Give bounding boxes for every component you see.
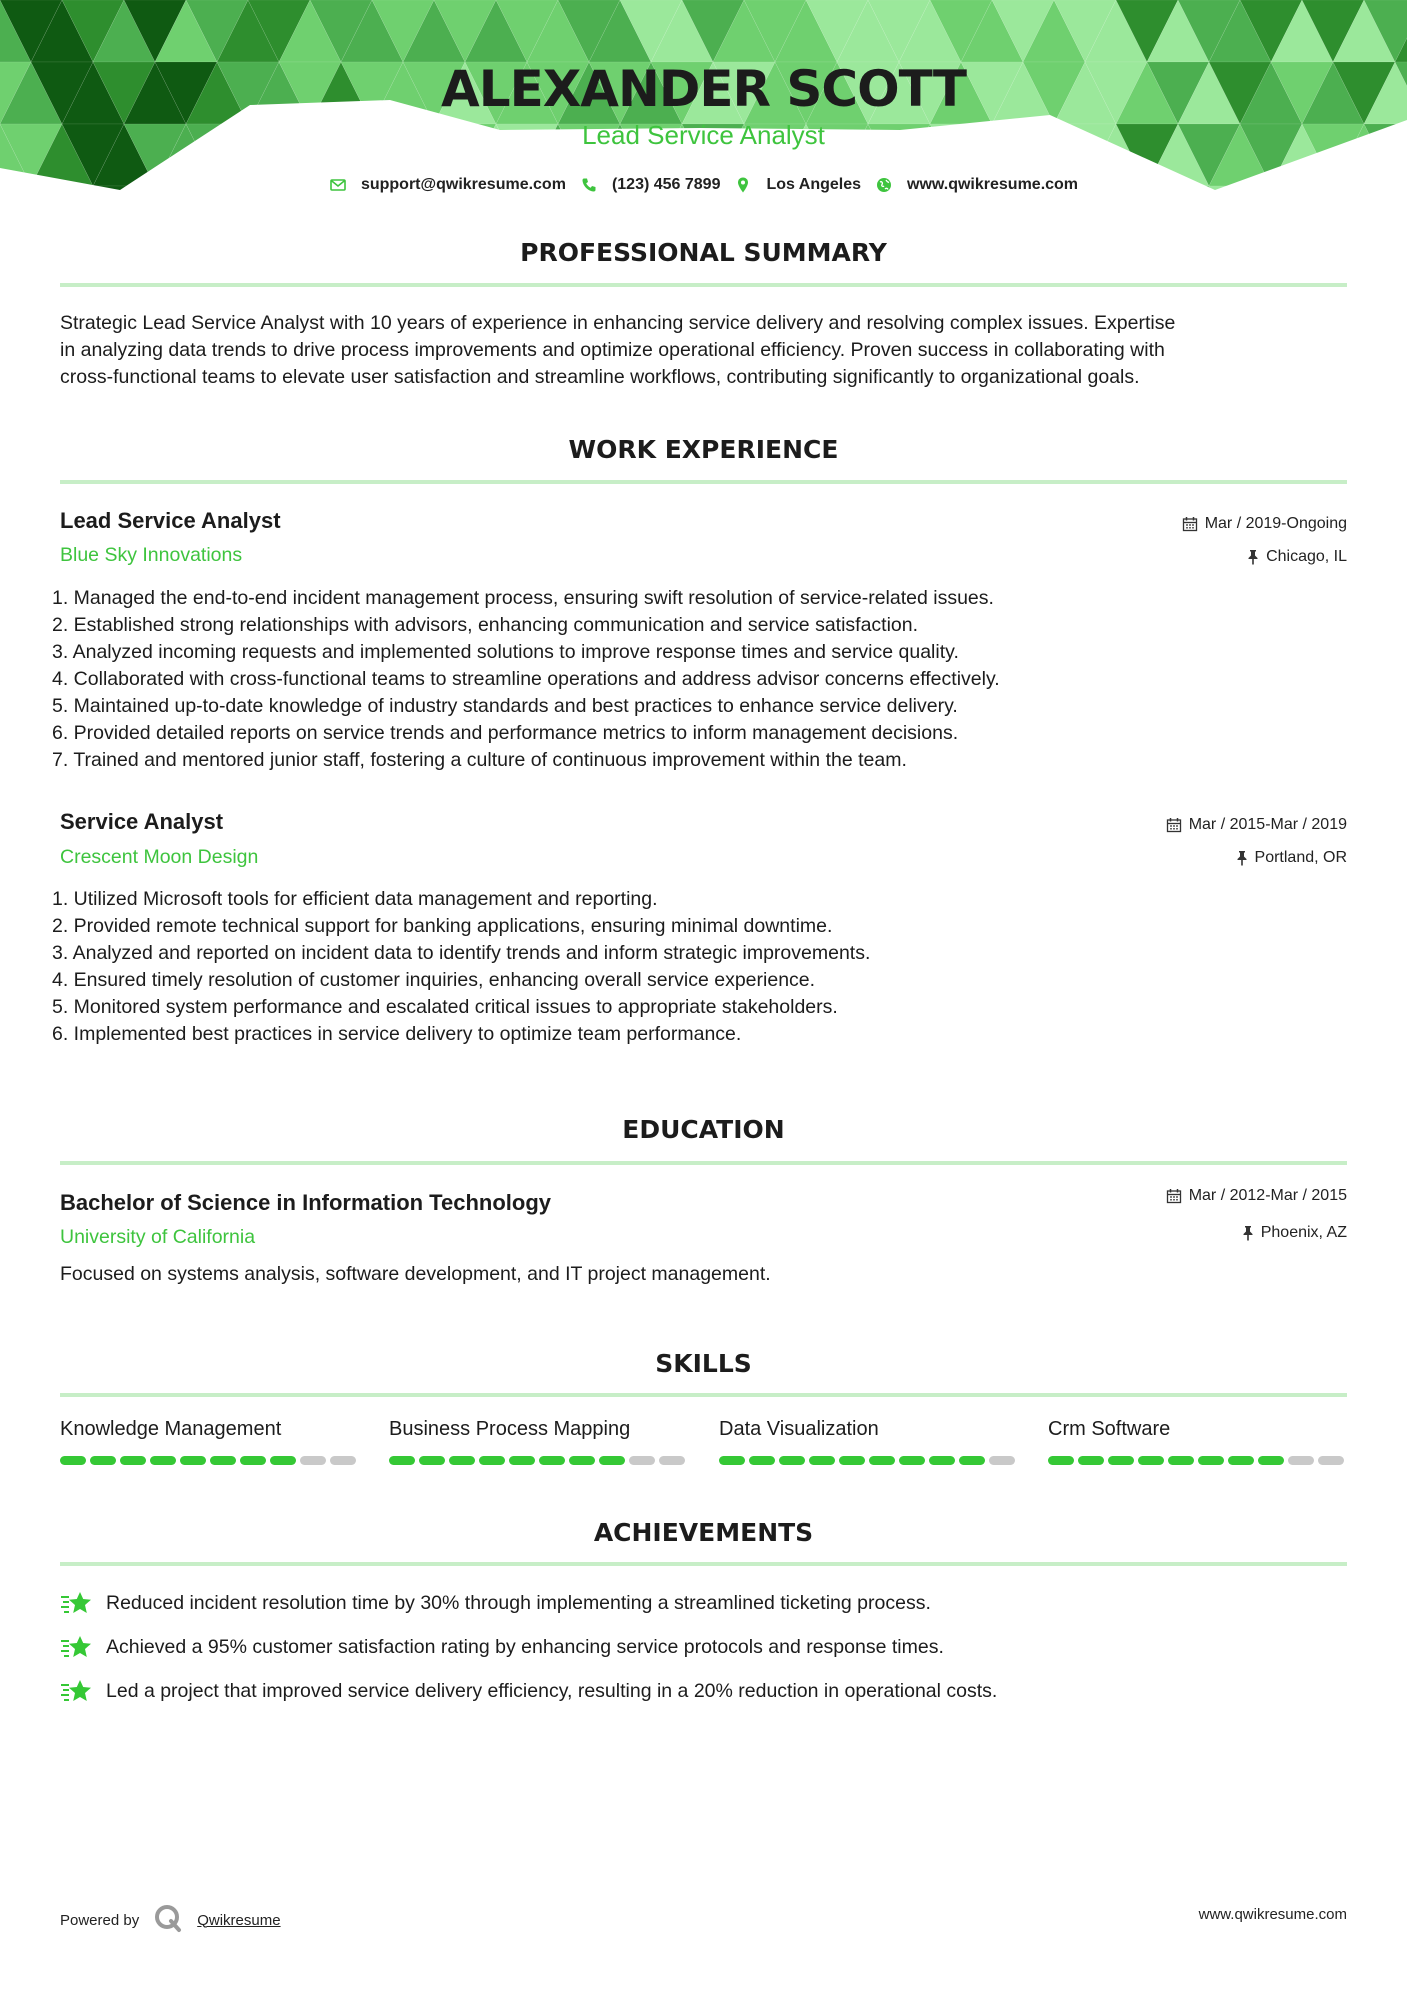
skill-segment-empty bbox=[1288, 1456, 1314, 1465]
contact-bar bbox=[0, 173, 1407, 197]
skill-segment-filled bbox=[749, 1456, 775, 1465]
footer-branding bbox=[60, 1903, 281, 1937]
summary-divider bbox=[60, 283, 1347, 287]
list-item: 5. Maintained up-to-date knowledge of industry standards and best practices to enhance service delivery. bbox=[52, 695, 958, 717]
list-item: 4. Collaborated with cross-functional teams to streamline operations and address advisor concerns effectively. bbox=[52, 668, 1000, 690]
skill-segment-filled bbox=[779, 1456, 805, 1465]
skill-segment-filled bbox=[539, 1456, 565, 1465]
globe-icon bbox=[875, 176, 893, 194]
pushpin-icon bbox=[1236, 850, 1248, 866]
list-item: 3. Analyzed incoming requests and implemented solutions to improve response times and service quality. bbox=[52, 641, 959, 663]
education-location-text: Phoenix, AZ bbox=[1260, 1224, 1347, 1241]
skill-segment-filled bbox=[929, 1456, 955, 1465]
star-icon bbox=[60, 1676, 94, 1706]
education-divider bbox=[60, 1161, 1347, 1165]
pushpin-icon bbox=[1242, 1225, 1254, 1241]
job-dates bbox=[1166, 816, 1347, 834]
education-heading: EDUCATION bbox=[622, 1115, 785, 1144]
skill-segment-filled bbox=[120, 1456, 146, 1465]
list-item: 1. Utilized Microsoft tools for efficient data management and reporting. bbox=[52, 888, 658, 910]
powered-by-label: Powered by bbox=[60, 1911, 140, 1929]
job-location-text: Portland, OR bbox=[1254, 849, 1347, 866]
skill-segment-filled bbox=[1258, 1456, 1284, 1465]
summary-line: Strategic Lead Service Analyst with 10 years of experience in enhancing service delivery and resolving complex issues. Expertise bbox=[60, 312, 1176, 334]
footer-website[interactable]: www.qwikresume.com bbox=[1198, 1906, 1347, 1923]
skill-name: Data Visualization bbox=[719, 1418, 879, 1440]
achievement-text: Achieved a 95% customer satisfaction rating by enhancing service protocols and response times. bbox=[106, 1635, 944, 1658]
summary-heading: PROFESSIONAL SUMMARY bbox=[520, 238, 887, 267]
job-dates-text: Mar / 2015-Mar / 2019 bbox=[1188, 816, 1347, 833]
skill-segment-empty bbox=[330, 1456, 356, 1465]
skill-segment-filled bbox=[1168, 1456, 1194, 1465]
skill-segment-filled bbox=[389, 1456, 415, 1465]
calendar-icon bbox=[1166, 817, 1182, 833]
contact-location-text: Los Angeles bbox=[766, 176, 862, 193]
job-dates bbox=[1182, 515, 1347, 533]
education-dates bbox=[1166, 1187, 1347, 1205]
skills-divider bbox=[60, 1393, 1347, 1397]
skill-segment-empty bbox=[989, 1456, 1015, 1465]
skill-segment-filled bbox=[240, 1456, 266, 1465]
skill-segment-filled bbox=[180, 1456, 206, 1465]
skill-level-bar bbox=[719, 1456, 1015, 1465]
contact-email[interactable] bbox=[329, 176, 566, 194]
skill-level-bar bbox=[389, 1456, 685, 1465]
list-item: 1. Managed the end-to-end incident management process, ensuring swift resolution of service-related issues. bbox=[52, 587, 994, 609]
skill-level-bar bbox=[1048, 1456, 1344, 1465]
star-icon bbox=[60, 1632, 94, 1662]
skill-name: Crm Software bbox=[1048, 1418, 1171, 1440]
skill-segment-filled bbox=[899, 1456, 925, 1465]
list-item: 2. Established strong relationships with advisors, enhancing communication and service satisfaction. bbox=[52, 614, 919, 636]
skill-segment-filled bbox=[1228, 1456, 1254, 1465]
contact-phone[interactable] bbox=[580, 176, 721, 194]
contact-website[interactable] bbox=[875, 176, 1078, 194]
candidate-role: Lead Service Analyst bbox=[582, 120, 825, 150]
skill-segment-filled bbox=[809, 1456, 835, 1465]
skill-segment-filled bbox=[839, 1456, 865, 1465]
skill-segment-empty bbox=[1318, 1456, 1344, 1465]
skill-name: Knowledge Management bbox=[60, 1418, 282, 1440]
contact-email-text: support@qwikresume.com bbox=[360, 176, 566, 193]
achievements-divider bbox=[60, 1562, 1347, 1566]
achievement-text: Reduced incident resolution time by 30% through implementing a streamlined ticketing process. bbox=[106, 1591, 931, 1614]
contact-phone-text: (123) 456 7899 bbox=[611, 176, 721, 193]
summary-text bbox=[60, 310, 1347, 391]
job-dates-text: Mar / 2019-Ongoing bbox=[1204, 515, 1347, 532]
contact-location bbox=[734, 176, 861, 194]
calendar-icon bbox=[1166, 1188, 1182, 1204]
skill-item bbox=[1048, 1418, 1348, 1441]
skill-segment-filled bbox=[270, 1456, 296, 1465]
list-item: 6. Implemented best practices in service delivery to optimize team performance. bbox=[52, 1023, 742, 1045]
skill-segment-filled bbox=[569, 1456, 595, 1465]
skill-level-bar bbox=[60, 1456, 356, 1465]
skill-segment-filled bbox=[90, 1456, 116, 1465]
education-dates-text: Mar / 2012-Mar / 2015 bbox=[1188, 1187, 1347, 1204]
skill-segment-filled bbox=[1138, 1456, 1164, 1465]
list-item: 7. Trained and mentored junior staff, fostering a culture of continuous improvement within the team. bbox=[52, 749, 907, 771]
skill-item bbox=[719, 1418, 1019, 1441]
calendar-icon bbox=[1182, 516, 1198, 532]
star-icon bbox=[60, 1588, 94, 1618]
job-company: Crescent Moon Design bbox=[60, 846, 259, 868]
skill-name: Business Process Mapping bbox=[389, 1418, 631, 1440]
qwikresume-logo-icon bbox=[153, 1903, 183, 1937]
job-bullets bbox=[52, 585, 1342, 774]
list-item: 4. Ensured timely resolution of customer inquiries, enhancing overall service experience. bbox=[52, 969, 816, 991]
skill-segment-filled bbox=[150, 1456, 176, 1465]
achievements-heading: ACHIEVEMENTS bbox=[593, 1518, 814, 1547]
summary-line: cross-functional teams to elevate user satisfaction and streamline workflows, contributing significantly to organizational goals. bbox=[60, 366, 1140, 388]
list-item: 2. Provided remote technical support for banking applications, ensuring minimal downtime. bbox=[52, 915, 833, 937]
skill-segment-filled bbox=[479, 1456, 505, 1465]
skill-segment-filled bbox=[60, 1456, 86, 1465]
skill-segment-filled bbox=[1048, 1456, 1074, 1465]
skill-item bbox=[389, 1418, 689, 1441]
list-item: 5. Monitored system performance and escalated critical issues to appropriate stakeholders. bbox=[52, 996, 838, 1018]
skill-segment-filled bbox=[1108, 1456, 1134, 1465]
school-name: University of California bbox=[60, 1226, 256, 1248]
summary-line: in analyzing data trends to drive process improvements and optimize operational efficiency. Proven success in collaborating with bbox=[60, 339, 1165, 361]
achievement-item bbox=[60, 1588, 931, 1618]
envelope-icon bbox=[329, 176, 347, 194]
skill-segment-filled bbox=[419, 1456, 445, 1465]
job-location bbox=[1247, 548, 1347, 566]
pushpin-icon bbox=[1247, 549, 1259, 565]
list-item: 6. Provided detailed reports on service trends and performance metrics to inform management decisions. bbox=[52, 722, 959, 744]
job-location-text: Chicago, IL bbox=[1266, 548, 1347, 565]
job-location bbox=[1236, 849, 1347, 867]
degree-title: Bachelor of Science in Information Technology bbox=[60, 1190, 551, 1215]
skill-segment-filled bbox=[1198, 1456, 1224, 1465]
skill-segment-filled bbox=[1078, 1456, 1104, 1465]
education-description: Focused on systems analysis, software development, and IT project management. bbox=[60, 1263, 771, 1285]
list-item: 3. Analyzed and reported on incident data to identify trends and inform strategic improvements. bbox=[52, 942, 871, 964]
candidate-name: ALEXANDER SCOTT bbox=[441, 60, 966, 118]
skill-segment-empty bbox=[659, 1456, 685, 1465]
skill-segment-filled bbox=[599, 1456, 625, 1465]
skill-segment-filled bbox=[869, 1456, 895, 1465]
skill-segment-filled bbox=[210, 1456, 236, 1465]
skill-segment-filled bbox=[449, 1456, 475, 1465]
experience-divider bbox=[60, 480, 1347, 484]
skill-segment-empty bbox=[629, 1456, 655, 1465]
skill-segment-filled bbox=[719, 1456, 745, 1465]
skill-segment-empty bbox=[300, 1456, 326, 1465]
experience-heading: WORK EXPERIENCE bbox=[568, 435, 839, 464]
education-location bbox=[1242, 1224, 1347, 1242]
contact-website-text: www.qwikresume.com bbox=[907, 176, 1079, 193]
location-pin-icon bbox=[734, 176, 752, 194]
skill-segment-filled bbox=[509, 1456, 535, 1465]
job-company: Blue Sky Innovations bbox=[60, 544, 243, 566]
job-title: Lead Service Analyst bbox=[60, 508, 281, 533]
job-bullets bbox=[52, 886, 1342, 1048]
skills-heading: SKILLS bbox=[655, 1349, 752, 1378]
achievement-text: Led a project that improved service delivery efficiency, resulting in a 20% reduction in operational costs. bbox=[106, 1679, 998, 1702]
qwikresume-link[interactable]: Qwikresume bbox=[197, 1911, 281, 1929]
skill-segment-filled bbox=[959, 1456, 985, 1465]
achievement-item bbox=[60, 1676, 997, 1706]
phone-icon bbox=[580, 176, 598, 194]
job-title: Service Analyst bbox=[60, 809, 224, 834]
skill-item bbox=[60, 1418, 360, 1441]
achievement-item bbox=[60, 1632, 944, 1662]
